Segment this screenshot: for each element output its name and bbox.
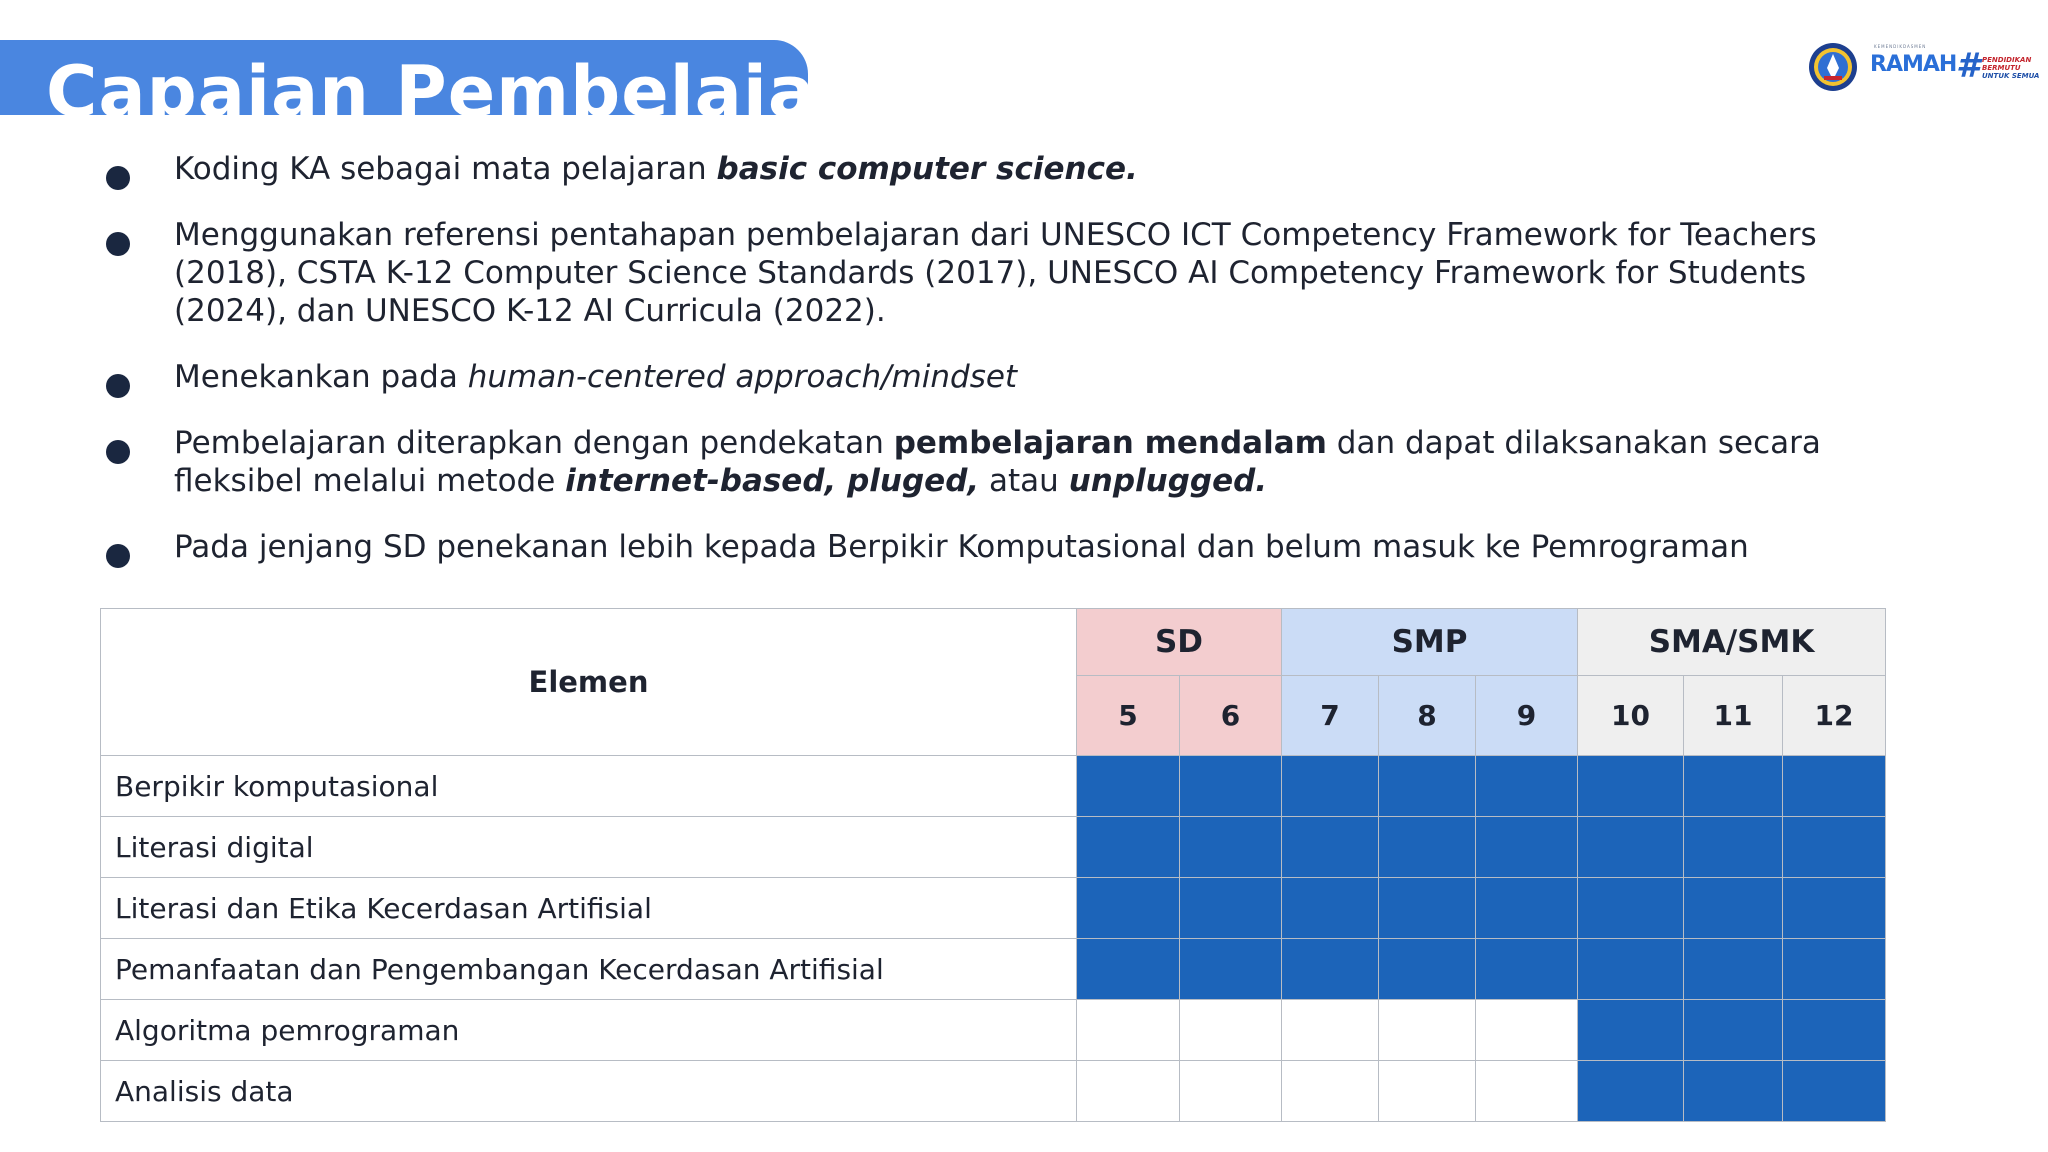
grade-cell-filled bbox=[1684, 817, 1783, 878]
bullet-dot-icon bbox=[106, 544, 130, 568]
header-grade: 7 bbox=[1282, 676, 1379, 756]
grade-cell-filled bbox=[1077, 817, 1180, 878]
grade-cell-empty bbox=[1282, 1061, 1379, 1122]
row-label: Pemanfaatan dan Pengembangan Kecerdasan Artifisial bbox=[101, 939, 1077, 1000]
grade-cell-filled bbox=[1379, 756, 1476, 817]
grade-cell-empty bbox=[1476, 1061, 1578, 1122]
logo-group bbox=[1808, 42, 2038, 92]
bullet-text: atau bbox=[979, 463, 1069, 499]
pendidikan-bermutu-logo bbox=[1956, 46, 2040, 90]
grade-cell-filled bbox=[1578, 878, 1684, 939]
grade-cell-filled bbox=[1684, 878, 1783, 939]
bullet-list bbox=[100, 150, 1860, 594]
grade-cell-filled bbox=[1578, 1061, 1684, 1122]
grade-cell-filled bbox=[1077, 939, 1180, 1000]
hashtag-line-1: PENDIDIKAN bbox=[1982, 56, 2032, 64]
grade-cell-filled bbox=[1180, 878, 1282, 939]
grade-cell-filled bbox=[1282, 939, 1379, 1000]
bullet-dot-icon bbox=[106, 232, 130, 256]
grade-cell-empty bbox=[1379, 1061, 1476, 1122]
grade-cell-filled bbox=[1684, 1061, 1783, 1122]
header-group-sma: SMA/SMK bbox=[1578, 609, 1886, 676]
header-grade: 11 bbox=[1684, 676, 1783, 756]
bullet-item bbox=[100, 216, 1860, 330]
bullet-text: Menekankan pada bbox=[174, 359, 468, 395]
row-label: Berpikir komputasional bbox=[101, 756, 1077, 817]
header-grade: 5 bbox=[1077, 676, 1180, 756]
bullet-text: Pada jenjang SD penekanan lebih kepada Berpikir Komputasional dan belum masuk ke Pemrograman bbox=[174, 529, 1749, 565]
header-grade: 9 bbox=[1476, 676, 1578, 756]
grade-cell-filled bbox=[1684, 756, 1783, 817]
table-row bbox=[101, 1000, 1886, 1061]
grade-cell-empty bbox=[1379, 1000, 1476, 1061]
ramah-subtitle: KEMENDIKDASMEN bbox=[1874, 44, 1927, 49]
header-grade: 8 bbox=[1379, 676, 1476, 756]
hashtag-line-3: UNTUK SEMUA bbox=[1982, 72, 2040, 80]
grade-cell-filled bbox=[1783, 1061, 1886, 1122]
header-group-smp: SMP bbox=[1282, 609, 1578, 676]
grade-cell-filled bbox=[1476, 817, 1578, 878]
header-elemen: Elemen bbox=[101, 609, 1077, 756]
grade-cell-filled bbox=[1578, 939, 1684, 1000]
grade-cell-filled bbox=[1783, 939, 1886, 1000]
grade-cell-filled bbox=[1077, 756, 1180, 817]
grade-cell-filled bbox=[1783, 817, 1886, 878]
grade-cell-filled bbox=[1282, 756, 1379, 817]
row-label: Literasi digital bbox=[101, 817, 1077, 878]
grade-cell-filled bbox=[1476, 939, 1578, 1000]
grade-cell-filled bbox=[1578, 756, 1684, 817]
title-bar bbox=[0, 40, 951, 133]
page-title: Capaian Pembelajaran bbox=[46, 51, 951, 133]
grade-cell-filled bbox=[1783, 756, 1886, 817]
row-label: Analisis data bbox=[101, 1061, 1077, 1122]
grade-cell-filled bbox=[1578, 817, 1684, 878]
grade-cell-empty bbox=[1077, 1000, 1180, 1061]
grade-cell-empty bbox=[1476, 1000, 1578, 1061]
bullet-item bbox=[100, 528, 1860, 566]
grade-cell-filled bbox=[1578, 1000, 1684, 1061]
header-grade: 6 bbox=[1180, 676, 1282, 756]
ramah-logo bbox=[1870, 44, 1957, 88]
grade-cell-filled bbox=[1180, 756, 1282, 817]
table-row bbox=[101, 817, 1886, 878]
header-group-sd: SD bbox=[1077, 609, 1282, 676]
grade-cell-filled bbox=[1684, 939, 1783, 1000]
hashtag-line-2: BERMUTU bbox=[1982, 64, 2021, 72]
grade-cell-filled bbox=[1180, 817, 1282, 878]
grade-cell-empty bbox=[1180, 1061, 1282, 1122]
bullet-text: unplugged. bbox=[1068, 463, 1268, 499]
grade-cell-empty bbox=[1180, 1000, 1282, 1061]
grade-cell-empty bbox=[1282, 1000, 1379, 1061]
bullet-text: human-centered approach/mindset bbox=[467, 359, 1018, 395]
bullet-item bbox=[100, 358, 1860, 396]
element-grade-table bbox=[100, 608, 1886, 1122]
header-grade: 10 bbox=[1578, 676, 1684, 756]
header-grade: 12 bbox=[1783, 676, 1886, 756]
hashtag-text bbox=[1982, 56, 2039, 80]
bullet-item bbox=[100, 150, 1860, 188]
table-row bbox=[101, 878, 1886, 939]
grade-cell-filled bbox=[1379, 817, 1476, 878]
bullet-dot-icon bbox=[106, 166, 130, 190]
grade-cell-filled bbox=[1180, 939, 1282, 1000]
bullet-text: Koding KA sebagai mata pelajaran bbox=[174, 151, 717, 187]
row-label: Literasi dan Etika Kecerdasan Artifisial bbox=[101, 878, 1077, 939]
table-row bbox=[101, 939, 1886, 1000]
grade-cell-empty bbox=[1077, 1061, 1180, 1122]
bullet-text: Menggunakan referensi pentahapan pembelajaran dari UNESCO ICT Competency Framework for Teachers (2018), CSTA K-12 Computer Science Standards (2017), UNESCO AI Competency Framework for Students (2024), dan UNESCO K-12 AI Curricula (2022). bbox=[174, 217, 1817, 329]
grade-cell-filled bbox=[1783, 1000, 1886, 1061]
bullet-text: pembelajaran mendalam bbox=[893, 425, 1327, 461]
bullet-text: internet-based, pluged, bbox=[565, 463, 980, 499]
ramah-wordmark: RAMAH bbox=[1870, 52, 1957, 77]
hashtag-icon: # bbox=[1956, 46, 1980, 86]
row-label: Algoritma pemrograman bbox=[101, 1000, 1077, 1061]
grade-cell-filled bbox=[1684, 1000, 1783, 1061]
grade-cell-filled bbox=[1379, 878, 1476, 939]
grade-cell-filled bbox=[1282, 817, 1379, 878]
emblem-icon bbox=[1808, 42, 1858, 92]
bullet-text: dan dapat dilaksanakan secara fleksibel melalui metode bbox=[174, 425, 1821, 499]
bullet-dot-icon bbox=[106, 440, 130, 464]
grade-cell-filled bbox=[1379, 939, 1476, 1000]
bullet-item bbox=[100, 424, 1860, 500]
bullet-text: Pembelajaran diterapkan dengan pendekatan bbox=[174, 425, 894, 461]
grade-cell-filled bbox=[1476, 756, 1578, 817]
table-row bbox=[101, 1061, 1886, 1122]
grade-cell-filled bbox=[1476, 878, 1578, 939]
grade-cell-filled bbox=[1783, 878, 1886, 939]
grade-cell-filled bbox=[1077, 878, 1180, 939]
bullet-dot-icon bbox=[106, 374, 130, 398]
table-row bbox=[101, 756, 1886, 817]
grade-cell-filled bbox=[1282, 878, 1379, 939]
bullet-text: basic computer science. bbox=[716, 151, 1138, 187]
